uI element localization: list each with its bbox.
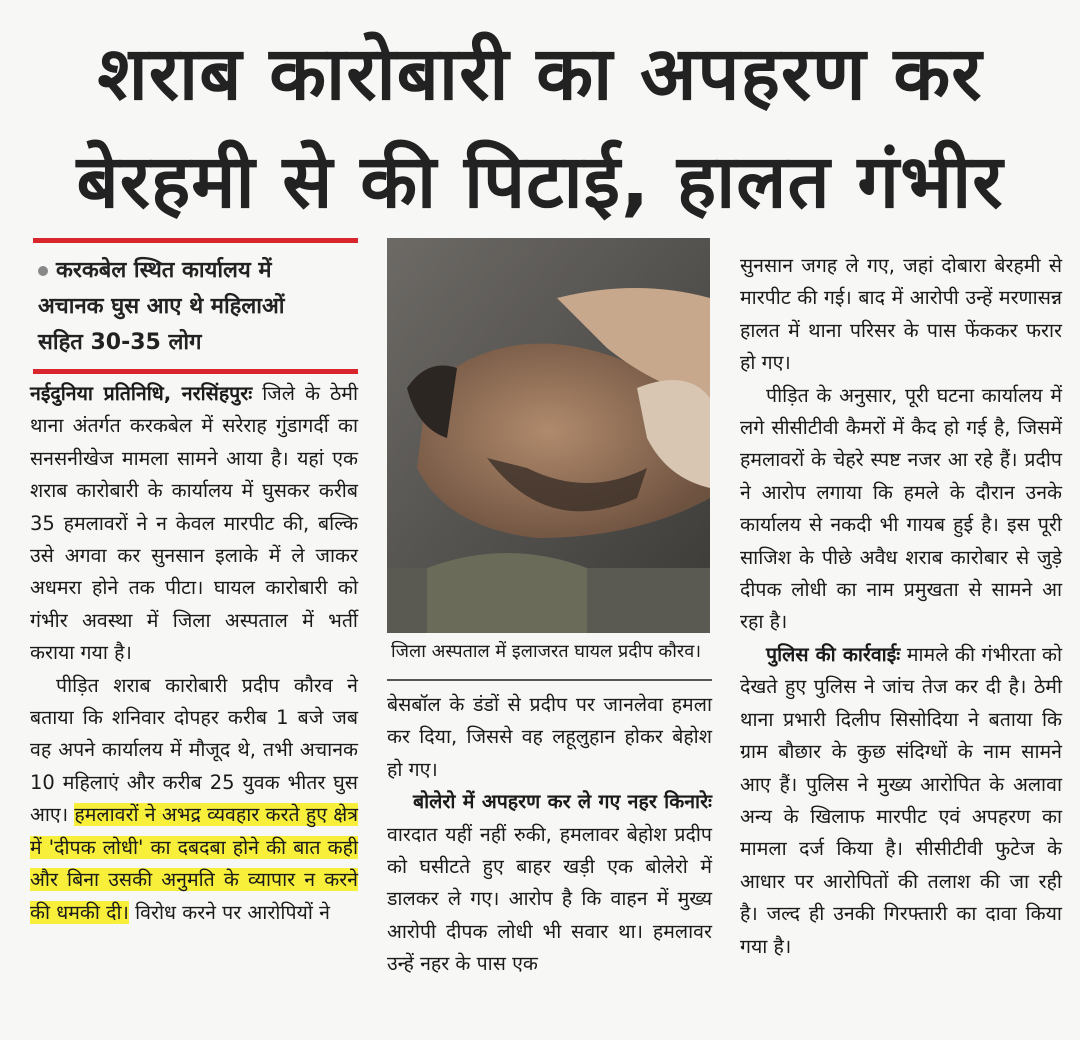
headline-line-2: बेरहमी से की पिटाई, हालत गंभीर bbox=[76, 139, 1004, 225]
middle-column bbox=[387, 238, 712, 981]
left-paragraph-2 bbox=[30, 670, 358, 929]
caption-rule bbox=[387, 679, 712, 681]
injured-man-photo bbox=[387, 238, 710, 633]
headline-line-1: शराब कारोबारी का अपहरण कर bbox=[97, 31, 983, 117]
kicker-bottom-rule bbox=[33, 369, 358, 374]
right-paragraph-2: पीड़ित के अनुसार, पूरी घटना कार्यालय में लगे सीसीटीवी कैमरों में कैद हो गई है, जिसमें हमलावरों के चेहरे स्पष्ट नजर आ रहे हैं। प्रदीप ने आरोप लगाया कि हमले के दौरान उनके कार्यालय से नकदी भी गायब हुई है। इस पूरी साजिश के पीछे अवैध शराब कारोबार से जुड़े दीपक लोधी का नाम प्रमुखता से सामने आ रहा है। bbox=[740, 383, 1062, 634]
right-column bbox=[740, 250, 1062, 963]
dateline: नईदुनिया प्रतिनिधि, नरसिंहपुरः bbox=[30, 382, 253, 405]
left-column bbox=[30, 238, 358, 929]
bullet-icon bbox=[38, 266, 48, 276]
left-paragraph-2-tail: विरोध करने पर आरोपियों ने bbox=[128, 900, 330, 924]
photo-illustration bbox=[387, 238, 710, 633]
left-paragraph-1-text: जिले के ठेमी थाना अंतर्गत करकबेल में सरेराह गुंडागर्दी का सनसनीखेज मामला सामने आया है। यहां एक शराब कारोबारी के कार्यालय में घुसकर करीब 35 हमलावरों ने न केवल मारपीट की, बल्कि उसे अगवा कर सुनसान इलाके में ले जाकर अधमरा होने तक पीटा। घायल कारोबारी को गंभीर अवस्था में जिला अस्पताल में भर्ती कराया गया है। bbox=[30, 382, 359, 665]
middle-paragraph-2 bbox=[387, 786, 712, 980]
kicker-line-2: अचानक घुस आए थे महिलाओं bbox=[38, 294, 285, 319]
right-paragraph-1: सुनसान जगह ले गए, जहां दोबारा बेरहमी से मारपीट की गई। बाद में आरोपी उन्हें मरणासन्न हालत में थाना परिसर के पास फेंककर फरार हो गए। bbox=[740, 254, 1062, 375]
left-paragraph-2-text: पीड़ित शराब कारोबारी प्रदीप कौरव ने बताया कि शनिवार दोपहर करीब 1 बजे जब वह अपने कार्यालय में मौजूद थे, तभी अचानक 10 महिलाएं और करीब 25 युवक भीतर घुस आए। bbox=[30, 673, 358, 827]
highlighted-quote: हमलावरों ने अभद्र व्यवहार करते हुए क्षेत्र में 'दीपक लोधी' का दबदबा होने की बात कही और बिना उसकी अनुमति के व्यापार न करने की धमकी दी। bbox=[30, 803, 359, 924]
subhead-police-action: पुलिस की कार्रवाईः bbox=[766, 642, 901, 666]
kicker-line-3: सहित 30-35 लोग bbox=[38, 330, 202, 355]
middle-paragraph-1: बेसबॉल के डंडों से प्रदीप पर जानलेवा हमला कर दिया, जिससे वह लहूलुहान होकर बेहोश हो गए। bbox=[387, 693, 712, 781]
right-paragraph-3-text: मामले की गंभीरता को देखते हुए पुलिस ने जांच तेज कर दी है। ठेमी थाना प्रभारी दिलीप सिसोदिया ने बताया कि ग्राम बौछार के कुछ संदिग्धों के नाम सामने आए हैं। पुलिस ने मुख्य आरोपित के अलावा अन्य के खिलाफ मारपीट एवं अपहरण का मामला दर्ज किया है। सीसीटीवी फुटेज के आधार पर आरोपितों की तलाश की जा रही है। जल्द ही उनकी गिरफ्तारी का दावा किया गया है। bbox=[740, 642, 1063, 958]
subhead-bolero: बोलेरो में अपहरण कर ले गए नहर किनारेः bbox=[413, 790, 712, 814]
middle-paragraph-2-text: वारदात यहीं नहीं रुकी, हमलावर बेहोश प्रदीप को घसीटते हुए बाहर खड़ी एक बोलेरो में डालकर ले गए। आरोप है कि वाहन में मुख्य आरोपी दीपक लोधी भी सवार था। हमलावर उन्हें नहर के पास एक bbox=[387, 822, 712, 976]
kicker bbox=[30, 243, 358, 369]
kicker-line-1: करकबेल स्थित कार्यालय में bbox=[56, 258, 272, 283]
left-paragraph-1 bbox=[30, 378, 358, 670]
headline bbox=[20, 20, 1060, 236]
photo-caption: जिला अस्पताल में इलाजरत घायल प्रदीप कौरव। bbox=[391, 641, 702, 662]
right-paragraph-3 bbox=[740, 639, 1062, 963]
